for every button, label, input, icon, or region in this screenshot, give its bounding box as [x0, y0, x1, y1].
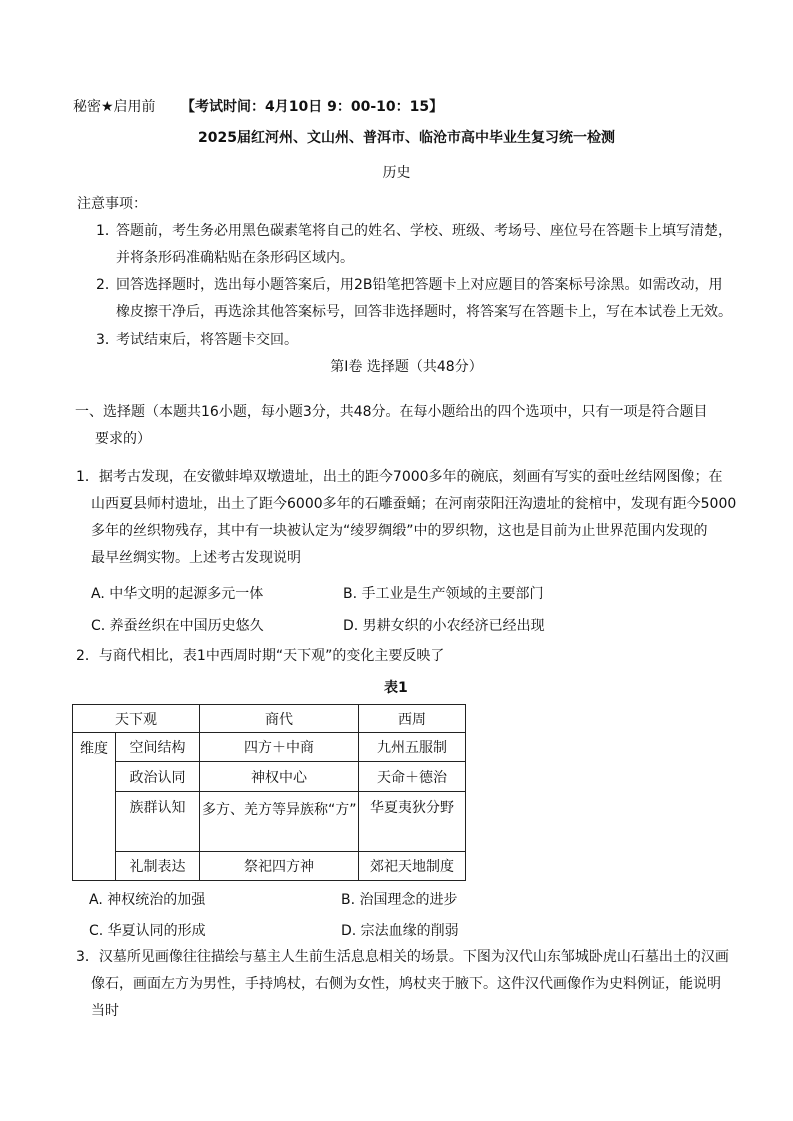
section-instruction-line-1: 一、选择题（本题共16小题，每小题3分，共48分。在每小题给出的四个选项中，只有一项是符合题目	[75, 404, 708, 420]
q1-option-b[interactable]: B. 手工业是生产领域的主要部门	[343, 586, 544, 602]
row-label: 族群认知	[116, 792, 200, 852]
shang-cell: 神权中心	[200, 762, 359, 792]
notice-item-3-num: 3．	[96, 332, 119, 348]
table1-caption: 表1	[384, 680, 408, 696]
table-row	[73, 852, 466, 881]
zhou-cell: 九州五服制	[359, 733, 466, 762]
q3-line-2: 像石，画面左方为男性，手持鸠杖，右侧为女性，鸠杖夹于腋下。这件汉代画像作为史料例证，能说明	[91, 976, 721, 992]
zhou-cell: 天命＋德治	[359, 762, 466, 792]
notice-item-2-num: 2．	[96, 277, 119, 293]
notice-item-2-line-2: 橡皮擦干净后，再选涂其他答案标号，回答非选择题时，将答案写在答题卡上，写在本试卷上无效。	[116, 304, 732, 320]
row-label: 礼制表达	[116, 852, 200, 881]
notice-item-3-line-1: 考试结束后，将答题卡交回。	[116, 332, 298, 348]
q1-line-4: 最早丝绸实物。上述考古发现说明	[91, 550, 301, 566]
subject-title: 历史	[382, 165, 411, 181]
q1-option-c[interactable]: C. 养蚕丝织在中国历史悠久	[91, 618, 264, 634]
shang-cell: 四方＋中商	[200, 733, 359, 762]
q2-option-a[interactable]: A. 神权统治的加强	[89, 892, 206, 908]
header-shang: 商代	[200, 705, 359, 733]
row-label: 空间结构	[116, 733, 200, 762]
notice-item-1-line-2: 并将条形码准确粘贴在条形码区域内。	[116, 250, 354, 266]
table-header-row	[73, 705, 466, 733]
zhou-cell: 郊祀天地制度	[359, 852, 466, 881]
exam-title: 2025届红河州、文山州、普洱市、临沧市高中毕业生复习统一检测	[198, 130, 615, 146]
q1-line-2: 山西夏县师村遗址，出土了距今6000多年的石雕蚕蛹；在河南荥阳汪沟遗址的瓮棺中，发现有距今5000	[91, 496, 737, 512]
zhou-cell: 华夏夷狄分野	[359, 792, 466, 852]
table-row	[73, 762, 466, 792]
notice-item-1-num: 1．	[96, 223, 119, 239]
notice-heading: 注意事项：	[77, 196, 147, 212]
q2-option-c[interactable]: C. 华夏认同的形成	[89, 923, 206, 939]
notice-item-2-line-1: 回答选择题时，选出每小题答案后，用2B铅笔把答题卡上对应题目的答案标号涂黑。如需改动，用	[116, 277, 723, 293]
part1-title: 第Ⅰ卷 选择题（共48分）	[330, 359, 483, 375]
row-label: 政治认同	[116, 762, 200, 792]
shang-cell: 多方、羌方等异族称“方”	[200, 792, 359, 852]
table-1	[72, 704, 466, 881]
table-row	[73, 792, 466, 852]
section-instruction-line-2: 要求的）	[95, 431, 151, 447]
q1-option-d[interactable]: D. 男耕女织的小农经济已经出现	[343, 618, 545, 634]
q3-line-1: 3．汉墓所见画像往往描绘与墓主人生前生活息息相关的场景。下图为汉代山东邹城卧虎山石墓出土的汉画	[76, 949, 729, 965]
q3-line-3: 当时	[91, 1003, 119, 1019]
q2-option-b[interactable]: B. 治国理念的进步	[341, 892, 458, 908]
q1-line-3: 多年的丝织物残存，其中有一块被认定为“绫罗绸缎”中的罗织物，这也是目前为止世界范围内发现的	[91, 523, 708, 539]
notice-item-1-line-1: 答题前，考生务必用黑色碳素笔将自己的姓名、学校、班级、考场号、座位号在答题卡上填写清楚，	[116, 223, 732, 239]
confidential-label: 秘密★启用前	[73, 99, 156, 115]
q2-option-d[interactable]: D. 宗法血缘的削弱	[341, 923, 459, 939]
header-tianxiaguan: 天下观	[73, 705, 200, 733]
header-zhou: 西周	[359, 705, 466, 733]
table-row	[73, 733, 466, 762]
dimension-label: 维度	[73, 733, 116, 881]
q1-option-a[interactable]: A. 中华文明的起源多元一体	[91, 586, 264, 602]
q1-line-1: 1．据考古发现，在安徽蚌埠双墩遗址，出土的距今7000多年的碗底，刻画有写实的蚕吐丝结网图像；在	[76, 469, 723, 485]
shang-cell: 祭祀四方神	[200, 852, 359, 881]
exam-time: 【考试时间：4月10日 9：00-10：15】	[181, 99, 444, 115]
q2-stem: 2．与商代相比，表1中西周时期“天下观”的变化主要反映了	[76, 648, 445, 664]
